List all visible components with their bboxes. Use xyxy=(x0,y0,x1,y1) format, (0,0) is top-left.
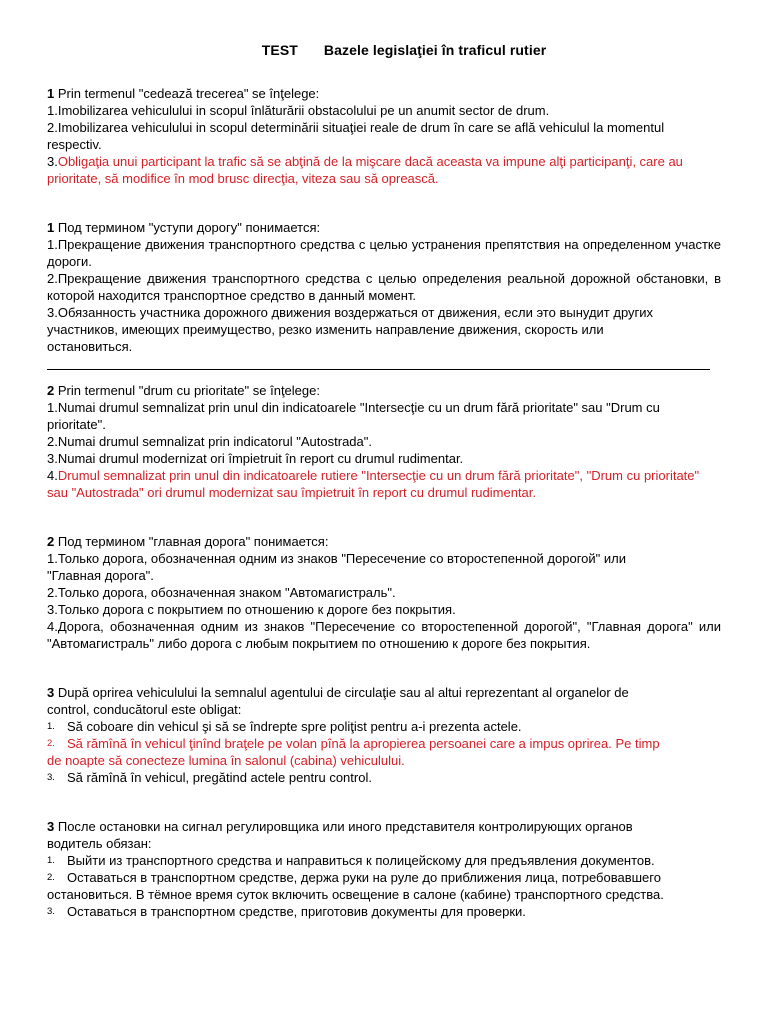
question-text: După oprirea vehiculului la semnalul agentului de circulaţie sau al altui reprezentant al organelor de xyxy=(54,685,629,700)
answer-2-correct xyxy=(47,735,721,752)
answer-1 xyxy=(47,718,721,735)
answer-1: 1.Прекращение движения транспортного средства с целью устранения препятствия на определенном участке дороги. xyxy=(47,237,721,269)
answer-number: 3. xyxy=(47,906,55,917)
answer-3-line-1: 3.Обязанность участника дорожного движения воздержаться от движения, если это вынудит других xyxy=(47,305,654,320)
answer-4: 4.Дорога, обозначенная одним из знаков "Пересечение со второстепенной дорогой", "Главная дорога" или "Автомагистраль" либо дорога с любым покрытием по отношению к дороге без покрытия. xyxy=(47,619,721,651)
answer-4-correct xyxy=(47,467,721,501)
question-number: 1 xyxy=(47,220,55,235)
question-number: 1 xyxy=(47,86,55,101)
question-1-ru xyxy=(47,219,721,355)
question-text: После остановки на сигнал регулировщика или иного представителя контролирующих органов xyxy=(54,819,633,834)
title-label: TEST xyxy=(261,42,298,58)
answer-text: Оставаться в транспортном средстве, приготовив документы для проверки. xyxy=(67,904,526,919)
answer-2: 2.Прекращение движения транспортного средства с целью определения реальной дорожной обстановки, в которой находится транспортное средство в данный момент. xyxy=(47,271,721,303)
answer-3-line-2: участников, имеющих преимущество, резко изменить направление движения, скорость или xyxy=(47,322,604,337)
question-text: Prin termenul "cedează trecerea" se înţelege: xyxy=(54,86,320,101)
answer-text: Выйти из транспортного средства и направиться к полицейскому для предъявления документов. xyxy=(67,853,655,868)
answer-number: 4. xyxy=(47,468,58,483)
question-1-ro xyxy=(47,85,721,187)
question-text: Под термином "главная дорога" понимается: xyxy=(54,534,329,549)
answer-1: 1.Numai drumul semnalizat prin unul din indicatoarele "Intersecţie cu un drum fără prioritate" sau "Drum cu prioritate". xyxy=(47,400,660,432)
answer-2 xyxy=(47,869,721,886)
page-title xyxy=(87,42,721,59)
question-2-ru xyxy=(47,533,721,652)
answer-number: 2. xyxy=(47,738,55,749)
answer-1: 1.Imobilizarea vehiculului in scopul înlăturării obstacolului pe un anumit sector de drum. xyxy=(47,103,550,118)
answer-3-line-3: остановиться. xyxy=(47,339,133,354)
answer-text: Obligaţia unui participant la trafic să se abţină de la mişcare dacă aceasta va impune alţi participanţi, care au prioritate, să modifice în mod brusc direcţia, viteza sau să oprească. xyxy=(47,154,683,186)
section-divider xyxy=(47,369,710,370)
answer-text: Să rămînă în vehicul, pregătind actele pentru control. xyxy=(67,770,372,785)
question-3-ru xyxy=(47,818,721,920)
question-number: 3 xyxy=(47,685,55,700)
question-2-ro xyxy=(47,382,721,501)
answer-1 xyxy=(47,852,721,869)
answer-number: 3. xyxy=(47,772,55,783)
document-page xyxy=(47,40,721,920)
question-number: 3 xyxy=(47,819,55,834)
question-text-line-2: водитель обязан: xyxy=(47,836,152,851)
answer-2: 2.Только дорога, обозначенная знаком "Автомагистраль". xyxy=(47,585,396,600)
answer-2: 2.Imobilizarea vehiculului in scopul determinării situaţiei reale de drum în care se află vehiculul la momentul respectiv. xyxy=(47,120,665,152)
question-3-ro xyxy=(47,684,721,786)
answer-number: 1. xyxy=(47,855,55,866)
answer-text: Să rămînă în vehicul ţinînd braţele pe volan pînă la apropierea persoanei care a impus oprirea. Pe timp xyxy=(67,736,660,751)
answer-3 xyxy=(47,903,721,920)
title-text: Bazele legislaţiei în traficul rutier xyxy=(323,42,547,58)
answer-text: Să coboare din vehicul şi să se îndrepte spre poliţist pentru a-i prezenta actele. xyxy=(67,719,522,734)
answer-3: 3.Numai drumul modernizat ori împietruit în report cu drumul rudimentar. xyxy=(47,451,464,466)
question-number: 2 xyxy=(47,383,55,398)
answer-text: Оставаться в транспортном средстве, держа руки на руле до приближения лица, потребовавшего xyxy=(67,870,661,885)
answer-2-line-2: остановиться. В тёмное время суток включить освещение в салоне (кабине) транспортного средства. xyxy=(47,887,664,902)
question-text: Под термином "уступи дорогу" понимается: xyxy=(54,220,321,235)
answer-3-correct xyxy=(47,153,721,187)
answer-text: Drumul semnalizat prin unul din indicatoarele rutiere "Intersecţie cu un drum fără prioritate", "Drum cu prioritate" sau "Autostrada" ori drumul modernizat sau împietruit în report cu drumul rudimentar. xyxy=(47,468,700,500)
answer-3: 3.Только дорога с покрытием по отношению к дороге без покрытия. xyxy=(47,602,456,617)
question-text: Prin termenul "drum cu prioritate" se înţelege: xyxy=(54,383,320,398)
answer-1-line-2: "Главная дорога". xyxy=(47,568,154,583)
answer-2-line-2: de noapte să conecteze lumina în salonul (cabina) vehiculului. xyxy=(47,753,405,768)
answer-1-line-1: 1.Только дорога, обозначенная одним из знаков "Пересечение со второстепенной дорогой" или xyxy=(47,551,626,566)
answer-3 xyxy=(47,769,721,786)
answer-number: 2. xyxy=(47,872,55,883)
question-number: 2 xyxy=(47,534,55,549)
answer-number: 1. xyxy=(47,721,55,732)
answer-number: 3. xyxy=(47,154,58,169)
question-text-line-2: control, conducătorul este obligat: xyxy=(47,702,242,717)
answer-2: 2.Numai drumul semnalizat prin indicatorul "Autostrada". xyxy=(47,434,372,449)
